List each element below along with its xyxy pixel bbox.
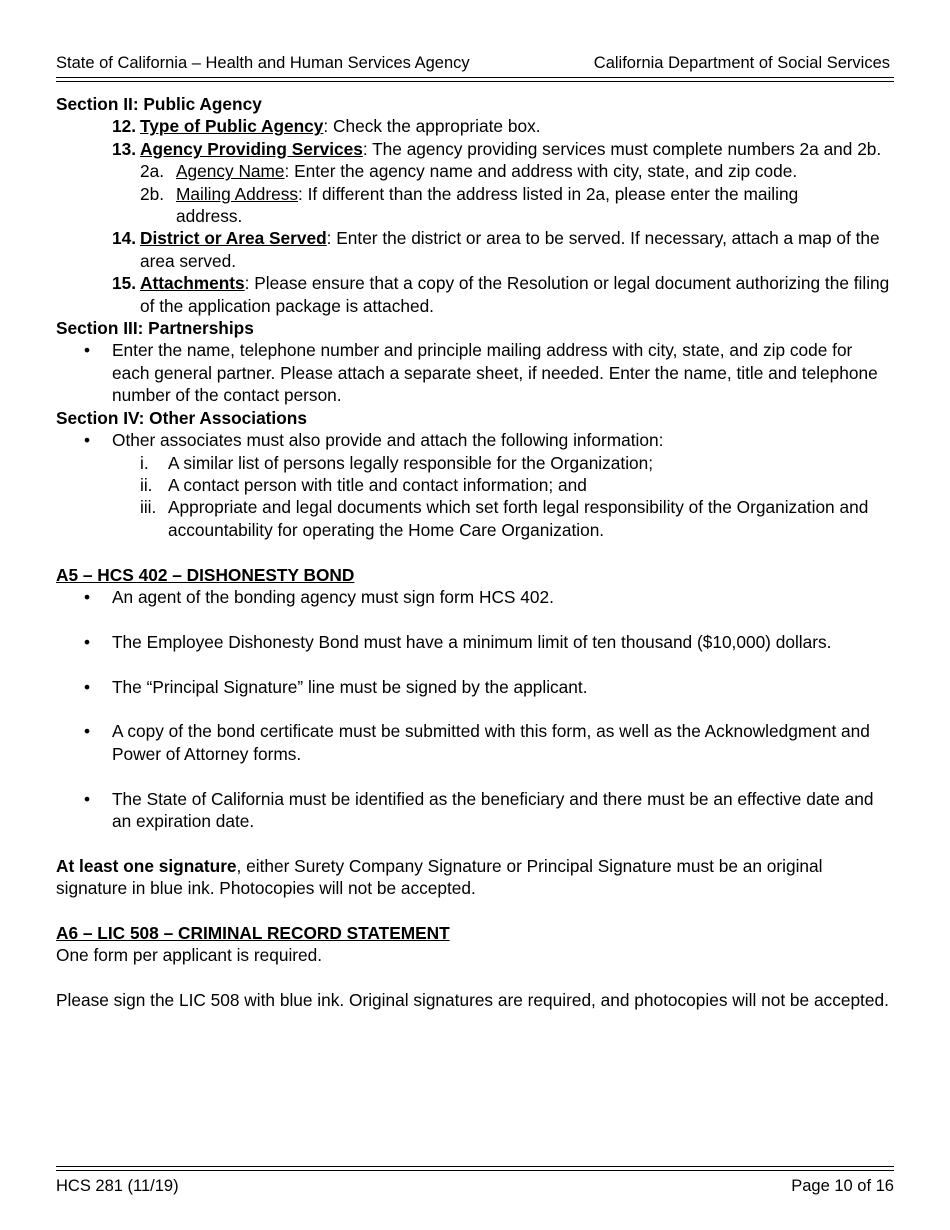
- roman-item: [56, 452, 894, 474]
- roman-item: [56, 496, 894, 541]
- item-text: : Enter the district or area to be served. If necessary, attach a map of the area served.: [140, 228, 880, 271]
- sub-item-label: Agency Name: [176, 161, 285, 182]
- bullet-icon: •: [84, 631, 91, 652]
- item-number: 13.: [112, 138, 137, 159]
- page-body: [56, 93, 894, 1012]
- item-13: [56, 138, 894, 160]
- item-15: [56, 272, 894, 317]
- bullet-text: A copy of the bond certificate must be submitted with this form, as well as the Acknowledgment and Power of Attorney forms.: [112, 721, 870, 764]
- item-text: : The agency providing services must complete numbers 2a and 2b.: [362, 138, 882, 159]
- item-number: 15.: [112, 273, 137, 294]
- item-number: 14.: [112, 228, 137, 249]
- list-item: [56, 429, 894, 451]
- a5-heading: A5 – HCS 402 – DISHONESTY BOND: [56, 564, 355, 585]
- item-label: Agency Providing Services: [140, 138, 363, 159]
- signature-note-text: , either Surety Company Signature or Principal Signature must be an original signature in blue ink. Photocopies will not be accepted.: [56, 855, 823, 899]
- item-number: 12.: [112, 116, 137, 137]
- sub-item-2b: [56, 183, 894, 228]
- bullet-text: The Employee Dishonesty Bond must have a minimum limit of ten thousand ($10,000) dollars.: [112, 631, 832, 652]
- a6-heading: A6 – LIC 508 – CRIMINAL RECORD STATEMENT: [56, 922, 450, 943]
- roman-number: iii.: [140, 497, 157, 518]
- roman-number: ii.: [140, 474, 153, 495]
- bullet-icon: •: [84, 721, 91, 742]
- section-4-heading: Section IV: Other Associations: [56, 407, 307, 428]
- bullet-icon: •: [84, 340, 91, 361]
- form-number: HCS 281 (11/19): [56, 1177, 179, 1195]
- item-label: Attachments: [140, 273, 245, 294]
- roman-item: [56, 474, 894, 496]
- list-item: [56, 631, 894, 653]
- roman-text: A similar list of persons legally responsible for the Organization;: [168, 452, 654, 473]
- signature-note: [56, 855, 894, 900]
- header-department: California Department of Social Services: [593, 54, 890, 72]
- footer-rule: [56, 1166, 894, 1171]
- sub-item-number: 2b.: [140, 183, 165, 204]
- roman-text: A contact person with title and contact information; and: [168, 474, 587, 495]
- bullet-text: The State of California must be identified as the beneficiary and there must be an effective date and an expiration date.: [112, 788, 874, 831]
- bullet-text: An agent of the bonding agency must sign form HCS 402.: [112, 586, 554, 607]
- item-label: District or Area Served: [140, 228, 327, 249]
- list-item: [56, 676, 894, 698]
- bullet-text: Other associates must also provide and attach the following information:: [112, 430, 664, 451]
- item-12: [56, 115, 894, 137]
- sub-item-text: : If different than the address listed in 2a, please enter the mailing address.: [176, 183, 799, 227]
- item-text: : Check the appropriate box.: [323, 116, 541, 137]
- bullet-icon: •: [84, 586, 91, 607]
- a6-line-2: Please sign the LIC 508 with blue ink. Original signatures are required, and photocopies will not be accepted.: [56, 990, 889, 1011]
- item-label: Type of Public Agency: [140, 116, 324, 137]
- bullet-icon: •: [84, 676, 91, 697]
- list-item: [56, 339, 894, 406]
- list-item: [56, 788, 894, 833]
- sub-item-number: 2a.: [140, 161, 165, 182]
- list-item: [56, 586, 894, 608]
- page-number: Page 10 of 16: [791, 1177, 894, 1195]
- roman-text: Appropriate and legal documents which set forth legal responsibility of the Organization and accountability for operating the Home Care Organization.: [168, 497, 869, 540]
- header-rule: [56, 77, 894, 82]
- sub-item-2a: [56, 160, 894, 182]
- item-14: [56, 227, 894, 272]
- bullet-text: The “Principal Signature” line must be signed by the applicant.: [112, 676, 588, 697]
- bullet-text: Enter the name, telephone number and principle mailing address with city, state, and zip code for each general partner. Please attach a separate sheet, if needed. Enter the name, title and telephone number of the contact person.: [112, 340, 878, 406]
- sub-item-label: Mailing Address: [176, 183, 298, 204]
- item-text: : Please ensure that a copy of the Resolution or legal document authorizing the filing of the application package is attached.: [140, 273, 890, 316]
- sub-item-text: : Enter the agency name and address with city, state, and zip code.: [284, 161, 798, 182]
- list-item: [56, 720, 894, 765]
- roman-number: i.: [140, 452, 149, 473]
- a6-line-1: One form per applicant is required.: [56, 945, 323, 966]
- bullet-icon: •: [84, 430, 91, 451]
- bullet-icon: •: [84, 788, 91, 809]
- header-agency: State of California – Health and Human Services Agency: [56, 54, 470, 72]
- section-2-heading: Section II: Public Agency: [56, 94, 262, 114]
- page-header: [56, 52, 894, 72]
- section-3-heading: Section III: Partnerships: [56, 318, 254, 339]
- signature-note-bold: At least one signature: [56, 855, 237, 876]
